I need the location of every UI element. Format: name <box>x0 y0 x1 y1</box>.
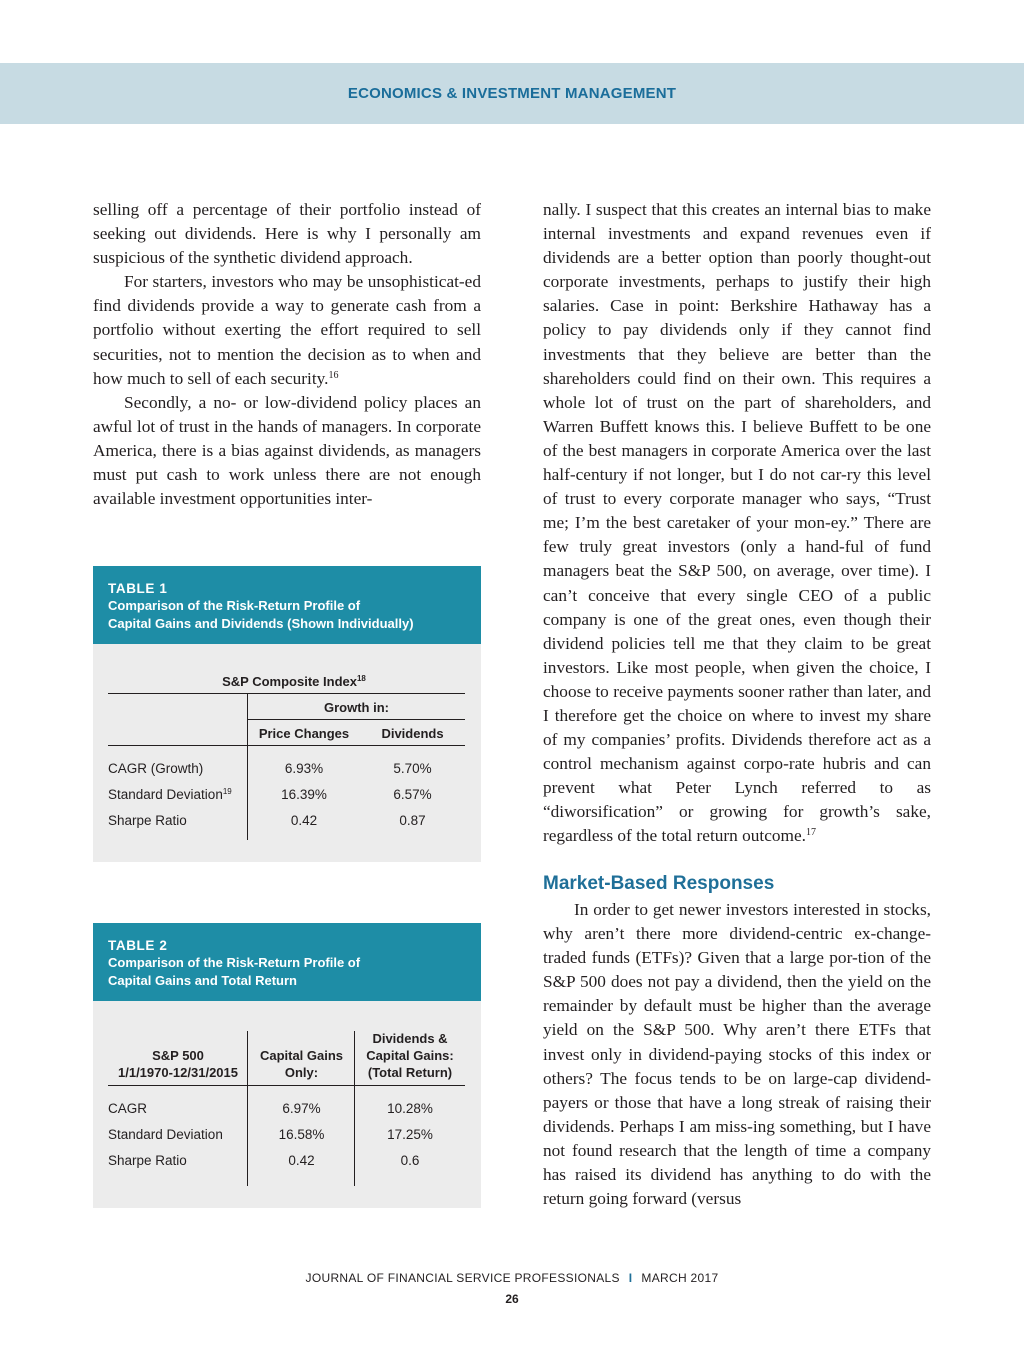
column-header: Dividends <box>381 726 444 741</box>
rule <box>108 745 465 746</box>
table-cell: 5.70% <box>393 761 432 776</box>
table-title-line: Comparison of the Risk-Return Profile of <box>108 598 361 613</box>
table-label: TABLE 1 <box>108 581 168 596</box>
index-heading-line: 1/1/1970-12/31/2015 <box>118 1065 238 1080</box>
rule <box>108 1085 465 1086</box>
column-header-line: Capital Gains: <box>366 1048 454 1063</box>
table-1 <box>93 566 481 862</box>
journal-name: JOURNAL OF FINANCIAL SERVICE PROFESSIONALS <box>305 1271 620 1285</box>
table-title-line: Capital Gains and Dividends (Shown Individually) <box>108 615 414 631</box>
footer-separator: I <box>628 1271 633 1285</box>
table-cell: 6.57% <box>393 787 432 802</box>
column-header-line: Dividends & <box>372 1031 448 1046</box>
table-title-line: Comparison of the Risk-Return Profile of <box>108 955 361 970</box>
paragraph <box>93 270 481 390</box>
footer <box>0 1271 1024 1285</box>
row-label <box>108 761 203 776</box>
table-cell: 6.93% <box>284 761 324 776</box>
paragraph <box>543 198 931 849</box>
section-title: ECONOMICS & INVESTMENT MANAGEMENT <box>347 85 677 102</box>
paragraph: selling off a percentage of their portfolio instead of seeking out dividends. Here is why I personally am suspicious of the synthetic dividend approach. <box>93 200 481 268</box>
row-label: CAGR <box>108 1101 148 1116</box>
column-header <box>248 1047 355 1081</box>
table-header <box>93 566 481 644</box>
right-column-top <box>543 198 931 849</box>
table-cell: 0.87 <box>399 813 426 828</box>
table-label: TABLE 2 <box>108 938 168 953</box>
column-header: Price Changes <box>258 726 350 741</box>
page-number: 26 <box>505 1292 519 1306</box>
section-heading: Market-Based Responses <box>543 873 775 894</box>
column-header <box>355 1030 465 1081</box>
index-heading <box>108 674 480 689</box>
issue-date: MARCH 2017 <box>641 1271 719 1285</box>
row-label: Sharpe Ratio <box>108 1153 187 1168</box>
row-label-text: Sharpe Ratio <box>108 813 187 828</box>
footnote-ref: 16 <box>328 369 339 381</box>
paragraph-text: nally. I suspect that this creates an internal bias to make internal investments and expand revenues even if dividends are a better option than poorly thought-out corporate investments, perhaps to justify their high salaries. Case in point: Berkshire Hathaway has a policy to pay dividends only if they cannot find investments that they believe are better than the shareholders could find on their own. This requires a whole lot of trust on the part of shareholders, and Warren Buffett knows this. I believe Buffett to be one of the best managers in corporate America over the last half-century if not longer, but I do not car-ry this level of trust to every corporate manager who says, “Trust me; I’m the best caretaker of your mon-ey.” There are few truly great investors (only a hand-ful of fund managers beat the S&P 500, on average, over time). I can’t conceive that every single CEO of a public company is one of the great ones, even though their dividend policies tell me that they claim to be great investors. Like most people, when given the choice, I choose to receive payments sooner rather than later, and I therefore get the choice on where to invest my share of my companies’ profits. Dividends therefore act as a control mechanism against corpo-rate hubris and can prevent what Peter Lynch referred to as “diworsification” or growing for growth’s sake, regardless of the total return outcome. <box>543 200 931 846</box>
growth-heading: Growth in: <box>324 700 389 715</box>
footnote-ref: 19 <box>222 787 232 796</box>
rule <box>248 719 465 720</box>
table-body <box>93 1001 481 1208</box>
column-header-line: (Total Return) <box>367 1065 453 1080</box>
index-label: S&P Composite Index <box>222 674 357 689</box>
table-cell: 0.42 <box>288 1153 315 1168</box>
footnote-ref: 18 <box>356 674 366 683</box>
table-header <box>93 923 481 1001</box>
column-header-line: Only: <box>284 1065 319 1080</box>
footnote-ref: 17 <box>805 827 816 839</box>
left-column <box>93 198 481 511</box>
table-cell: 6.97% <box>282 1101 321 1116</box>
row-label-text: Standard Deviation <box>108 787 223 802</box>
table-cell: 0.42 <box>290 813 318 828</box>
table-cell: 16.39% <box>281 787 327 802</box>
row-label <box>108 787 232 802</box>
table-title-line: Capital Gains and Total Return <box>108 972 298 988</box>
row-label <box>108 813 187 828</box>
table-cell: 17.25% <box>387 1127 433 1142</box>
row-label-text: CAGR (Growth) <box>108 761 204 776</box>
right-column-bottom <box>543 898 931 1211</box>
column-header-line: Capital Gains <box>259 1048 344 1063</box>
index-heading-line: S&P 500 <box>152 1048 204 1063</box>
table-body <box>93 644 481 862</box>
table-cell: 10.28% <box>387 1101 433 1116</box>
index-heading <box>108 1047 248 1081</box>
table-cell: 0.6 <box>400 1153 420 1168</box>
paragraph: Secondly, a no- or low-dividend policy places an awful lot of trust in the hands of managers. In corporate America, there is a bias against dividends, as managers must put cash to work unless there are not enough available investment opportunities inter- <box>93 392 481 509</box>
paragraph-text: For starters, investors who may be unsophisticat-ed find dividends provide a way to generate cash from a portfolio without exerting the effort required to sell securities, not to mention the decision as to when and how much to sell of each security. <box>93 272 481 388</box>
table-2 <box>93 923 481 1208</box>
rule <box>108 693 465 694</box>
row-label: Standard Deviation <box>108 1127 223 1142</box>
table-cell: 16.58% <box>278 1127 325 1142</box>
paragraph: In order to get newer investors interested in stocks, why aren’t there more dividend-centric ex-change-traded funds (ETFs)? Given that a large por-tion of the S&P 500 does not pay a dividend, then the yield on the remainder by default must be higher than the average yield on the S&P 500. Why aren’t there ETFs that invest only in dividend-paying stocks of this index or others? The focus tends to be on large-cap dividend-payers or those that have a long streak of raising their dividends. Perhaps I am miss-ing something, but I have not found research that the length of time a company has raised its dividend has anything to do with the return going forward (versus <box>543 900 931 1209</box>
